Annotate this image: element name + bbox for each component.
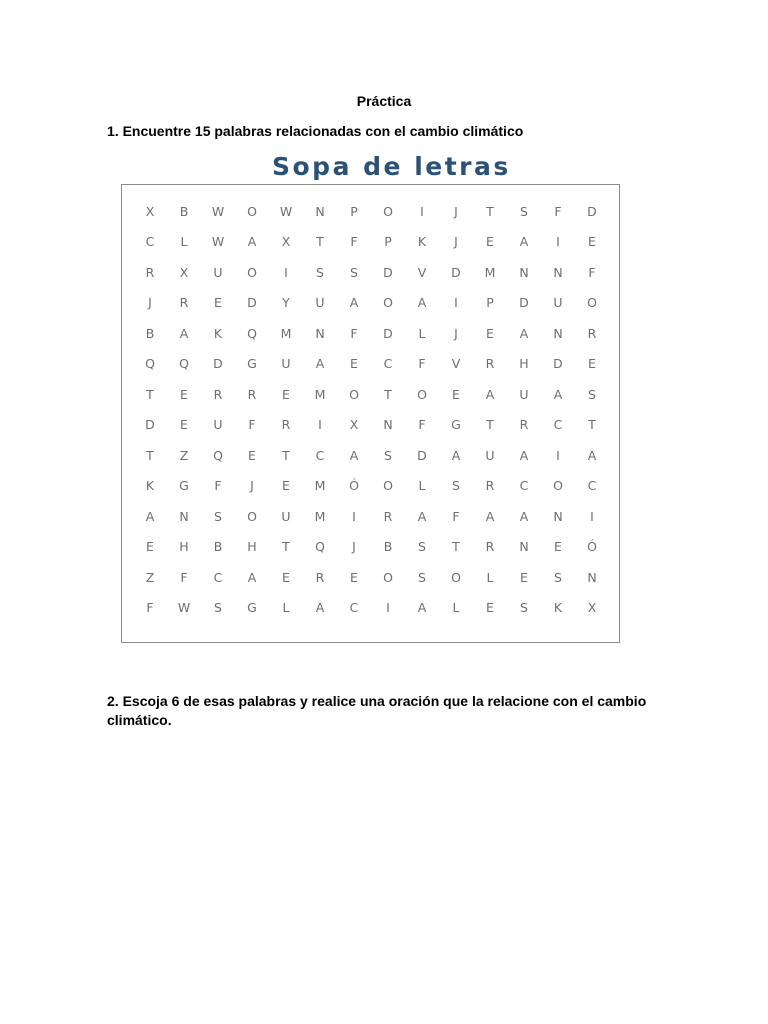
- grid-letter: A: [485, 508, 495, 524]
- grid-letter: A: [247, 234, 257, 250]
- grid-letter: K: [145, 478, 155, 494]
- grid-letter: Ó: [587, 539, 597, 555]
- grid-letter: T: [282, 447, 290, 463]
- grid-letter: X: [587, 600, 597, 616]
- grid-letter: W: [177, 600, 191, 616]
- grid-letter: Y: [282, 295, 290, 311]
- word-search-grid: [133, 196, 609, 623]
- grid-letter: D: [247, 295, 257, 311]
- grid-letter: E: [248, 447, 256, 463]
- grid-letter: M: [280, 325, 292, 341]
- grid-letter: A: [349, 295, 359, 311]
- grid-letter: Q: [145, 356, 155, 372]
- grid-letter: T: [588, 417, 596, 433]
- grid-letter: E: [452, 386, 460, 402]
- grid-letter: L: [282, 600, 290, 616]
- grid-letter: D: [587, 203, 597, 219]
- grid-letter: C: [587, 478, 597, 494]
- grid-letter: B: [383, 539, 393, 555]
- grid-letter: F: [554, 203, 562, 219]
- grid-letter: W: [211, 203, 225, 219]
- grid-letter: O: [247, 203, 257, 219]
- grid-letter: A: [519, 447, 529, 463]
- grid-letter: D: [553, 356, 563, 372]
- grid-letter: X: [179, 264, 189, 280]
- grid-letter: L: [180, 234, 188, 250]
- grid-letter: R: [213, 386, 223, 402]
- grid-letter: I: [420, 203, 424, 219]
- grid-letter: R: [519, 417, 529, 433]
- word-search-frame: [121, 184, 620, 643]
- grid-letter: N: [179, 508, 189, 524]
- grid-letter: U: [519, 386, 529, 402]
- grid-letter: A: [451, 447, 461, 463]
- grid-letter: K: [553, 600, 563, 616]
- grid-letter: I: [284, 264, 288, 280]
- grid-letter: F: [350, 325, 358, 341]
- question-1: 1. Encuentre 15 palabras relacionadas con el cambio climático: [107, 123, 524, 139]
- grid-letter: E: [554, 539, 562, 555]
- grid-letter: Z: [179, 447, 189, 463]
- grid-letter: V: [417, 264, 427, 280]
- grid-letter: S: [588, 386, 596, 402]
- grid-letter: C: [553, 417, 563, 433]
- grid-letter: A: [553, 386, 563, 402]
- grid-letter: E: [350, 356, 358, 372]
- grid-letter: L: [418, 325, 426, 341]
- grid-letter: L: [452, 600, 460, 616]
- grid-letter: U: [213, 417, 223, 433]
- grid-letter: A: [247, 569, 257, 585]
- grid-letter: N: [519, 264, 529, 280]
- grid-letter: J: [454, 203, 458, 219]
- grid-letter: J: [148, 295, 152, 311]
- grid-letter: F: [350, 234, 358, 250]
- grid-letter: U: [553, 295, 563, 311]
- grid-letter: N: [315, 325, 325, 341]
- grid-letter: S: [384, 447, 392, 463]
- grid-letter: E: [180, 417, 188, 433]
- grid-letter: I: [556, 234, 560, 250]
- grid-letter: K: [417, 234, 427, 250]
- grid-letter: A: [315, 600, 325, 616]
- grid-letter: E: [180, 386, 188, 402]
- grid-letter: O: [247, 508, 257, 524]
- grid-letter: N: [519, 539, 529, 555]
- grid-letter: Z: [145, 569, 155, 585]
- grid-letter: N: [553, 325, 563, 341]
- grid-letter: N: [315, 203, 325, 219]
- grid-letter: C: [213, 569, 223, 585]
- grid-letter: R: [587, 325, 597, 341]
- grid-letter: X: [349, 417, 359, 433]
- grid-letter: T: [146, 386, 154, 402]
- grid-letter: L: [418, 478, 426, 494]
- grid-letter: V: [451, 356, 461, 372]
- grid-letter: M: [314, 478, 326, 494]
- grid-letter: B: [145, 325, 155, 341]
- grid-letter: I: [386, 600, 390, 616]
- grid-letter: A: [315, 356, 325, 372]
- grid-letter: I: [318, 417, 322, 433]
- grid-letter: E: [486, 234, 494, 250]
- grid-letter: U: [213, 264, 223, 280]
- grid-letter: F: [452, 508, 460, 524]
- grid-letter: F: [214, 478, 222, 494]
- grid-letter: A: [587, 447, 597, 463]
- grid-letter: R: [485, 478, 495, 494]
- grid-letter: A: [417, 508, 427, 524]
- grid-letter: M: [314, 386, 326, 402]
- grid-letter: D: [451, 264, 461, 280]
- grid-letter: R: [247, 386, 257, 402]
- grid-letter: G: [247, 356, 257, 372]
- grid-letter: S: [520, 203, 528, 219]
- grid-letter: S: [316, 264, 324, 280]
- grid-letter: R: [315, 569, 325, 585]
- grid-letter: O: [417, 386, 427, 402]
- grid-letter: U: [281, 508, 291, 524]
- grid-letter: R: [145, 264, 155, 280]
- grid-letter: E: [282, 569, 290, 585]
- grid-letter: E: [282, 478, 290, 494]
- grid-letter: S: [520, 600, 528, 616]
- grid-letter: O: [383, 295, 393, 311]
- grid-letter: R: [281, 417, 291, 433]
- puzzle-title: Sopa de letras: [272, 152, 511, 181]
- grid-letter: D: [383, 325, 393, 341]
- grid-letter: E: [588, 356, 596, 372]
- grid-letter: N: [553, 264, 563, 280]
- grid-letter: Q: [315, 539, 325, 555]
- grid-letter: O: [553, 478, 563, 494]
- grid-letter: O: [247, 264, 257, 280]
- grid-letter: S: [350, 264, 358, 280]
- grid-letter: X: [281, 234, 291, 250]
- grid-letter: N: [383, 417, 393, 433]
- grid-letter: Q: [213, 447, 223, 463]
- grid-letter: E: [282, 386, 290, 402]
- grid-letter: T: [452, 539, 460, 555]
- grid-letter: D: [383, 264, 393, 280]
- grid-letter: S: [452, 478, 460, 494]
- grid-letter: I: [590, 508, 594, 524]
- grid-letter: B: [179, 203, 189, 219]
- question-2: 2. Escoja 6 de esas palabras y realice una oración que la relacione con el cambio climático.: [107, 693, 647, 728]
- grid-letter: F: [248, 417, 256, 433]
- grid-letter: E: [486, 325, 494, 341]
- grid-letter: D: [145, 417, 155, 433]
- grid-letter: H: [519, 356, 529, 372]
- grid-letter: C: [315, 447, 325, 463]
- grid-letter: D: [519, 295, 529, 311]
- grid-letter: O: [587, 295, 597, 311]
- grid-letter: A: [519, 234, 529, 250]
- grid-letter: T: [282, 539, 290, 555]
- grid-letter: C: [519, 478, 529, 494]
- grid-letter: T: [316, 234, 324, 250]
- grid-letter: E: [520, 569, 528, 585]
- grid-letter: S: [418, 539, 426, 555]
- grid-letter: T: [384, 386, 392, 402]
- grid-letter: Q: [179, 356, 189, 372]
- grid-letter: O: [349, 386, 359, 402]
- grid-letter: M: [484, 264, 496, 280]
- grid-letter: C: [349, 600, 359, 616]
- grid-letter: A: [349, 447, 359, 463]
- grid-letter: Ó: [349, 478, 359, 494]
- grid-letter: A: [519, 508, 529, 524]
- grid-letter: E: [486, 600, 494, 616]
- grid-letter: T: [486, 203, 494, 219]
- grid-letter: P: [350, 203, 358, 219]
- grid-letter: X: [145, 203, 155, 219]
- grid-letter: A: [145, 508, 155, 524]
- grid-letter: R: [179, 295, 189, 311]
- grid-letter: F: [418, 356, 426, 372]
- grid-letter: C: [383, 356, 393, 372]
- grid-letter: C: [145, 234, 155, 250]
- grid-letter: U: [485, 447, 495, 463]
- grid-letter: J: [454, 325, 458, 341]
- grid-letter: S: [554, 569, 562, 585]
- grid-letter: H: [247, 539, 257, 555]
- grid-letter: M: [314, 508, 326, 524]
- grid-letter: A: [179, 325, 189, 341]
- page-title: Práctica: [356, 93, 412, 109]
- grid-letter: F: [418, 417, 426, 433]
- grid-letter: Q: [247, 325, 257, 341]
- grid-letter: E: [350, 569, 358, 585]
- grid-letter: G: [247, 600, 257, 616]
- grid-letter: A: [417, 600, 427, 616]
- grid-letter: T: [146, 447, 154, 463]
- grid-letter: R: [485, 356, 495, 372]
- grid-letter: T: [486, 417, 494, 433]
- grid-letter: R: [383, 508, 393, 524]
- grid-letter: G: [451, 417, 461, 433]
- grid-letter: W: [211, 234, 225, 250]
- grid-letter: W: [279, 203, 293, 219]
- grid-letter: N: [587, 569, 597, 585]
- grid-letter: L: [486, 569, 494, 585]
- grid-letter: P: [486, 295, 494, 311]
- grid-letter: D: [417, 447, 427, 463]
- grid-letter: O: [383, 478, 393, 494]
- grid-letter: J: [352, 539, 356, 555]
- grid-letter: O: [383, 569, 393, 585]
- grid-letter: S: [214, 508, 222, 524]
- grid-letter: A: [519, 325, 529, 341]
- grid-letter: I: [352, 508, 356, 524]
- grid-letter: N: [553, 508, 563, 524]
- grid-letter: E: [588, 234, 596, 250]
- grid-letter: A: [485, 386, 495, 402]
- grid-letter: B: [213, 539, 223, 555]
- grid-letter: U: [281, 356, 291, 372]
- grid-letter: H: [179, 539, 189, 555]
- grid-letter: J: [454, 234, 458, 250]
- grid-letter: U: [315, 295, 325, 311]
- grid-letter: F: [146, 600, 154, 616]
- grid-letter: J: [250, 478, 254, 494]
- grid-letter: I: [556, 447, 560, 463]
- grid-letter: A: [417, 295, 427, 311]
- grid-letter: O: [383, 203, 393, 219]
- grid-letter: K: [213, 325, 223, 341]
- grid-letter: S: [418, 569, 426, 585]
- grid-letter: F: [588, 264, 596, 280]
- grid-letter: D: [213, 356, 223, 372]
- grid-letter: E: [146, 539, 154, 555]
- grid-letter: P: [384, 234, 392, 250]
- grid-letter: O: [451, 569, 461, 585]
- grid-letter: S: [214, 600, 222, 616]
- grid-letter: E: [214, 295, 222, 311]
- grid-letter: R: [485, 539, 495, 555]
- grid-letter: G: [179, 478, 189, 494]
- grid-letter: F: [180, 569, 188, 585]
- grid-letter: I: [454, 295, 458, 311]
